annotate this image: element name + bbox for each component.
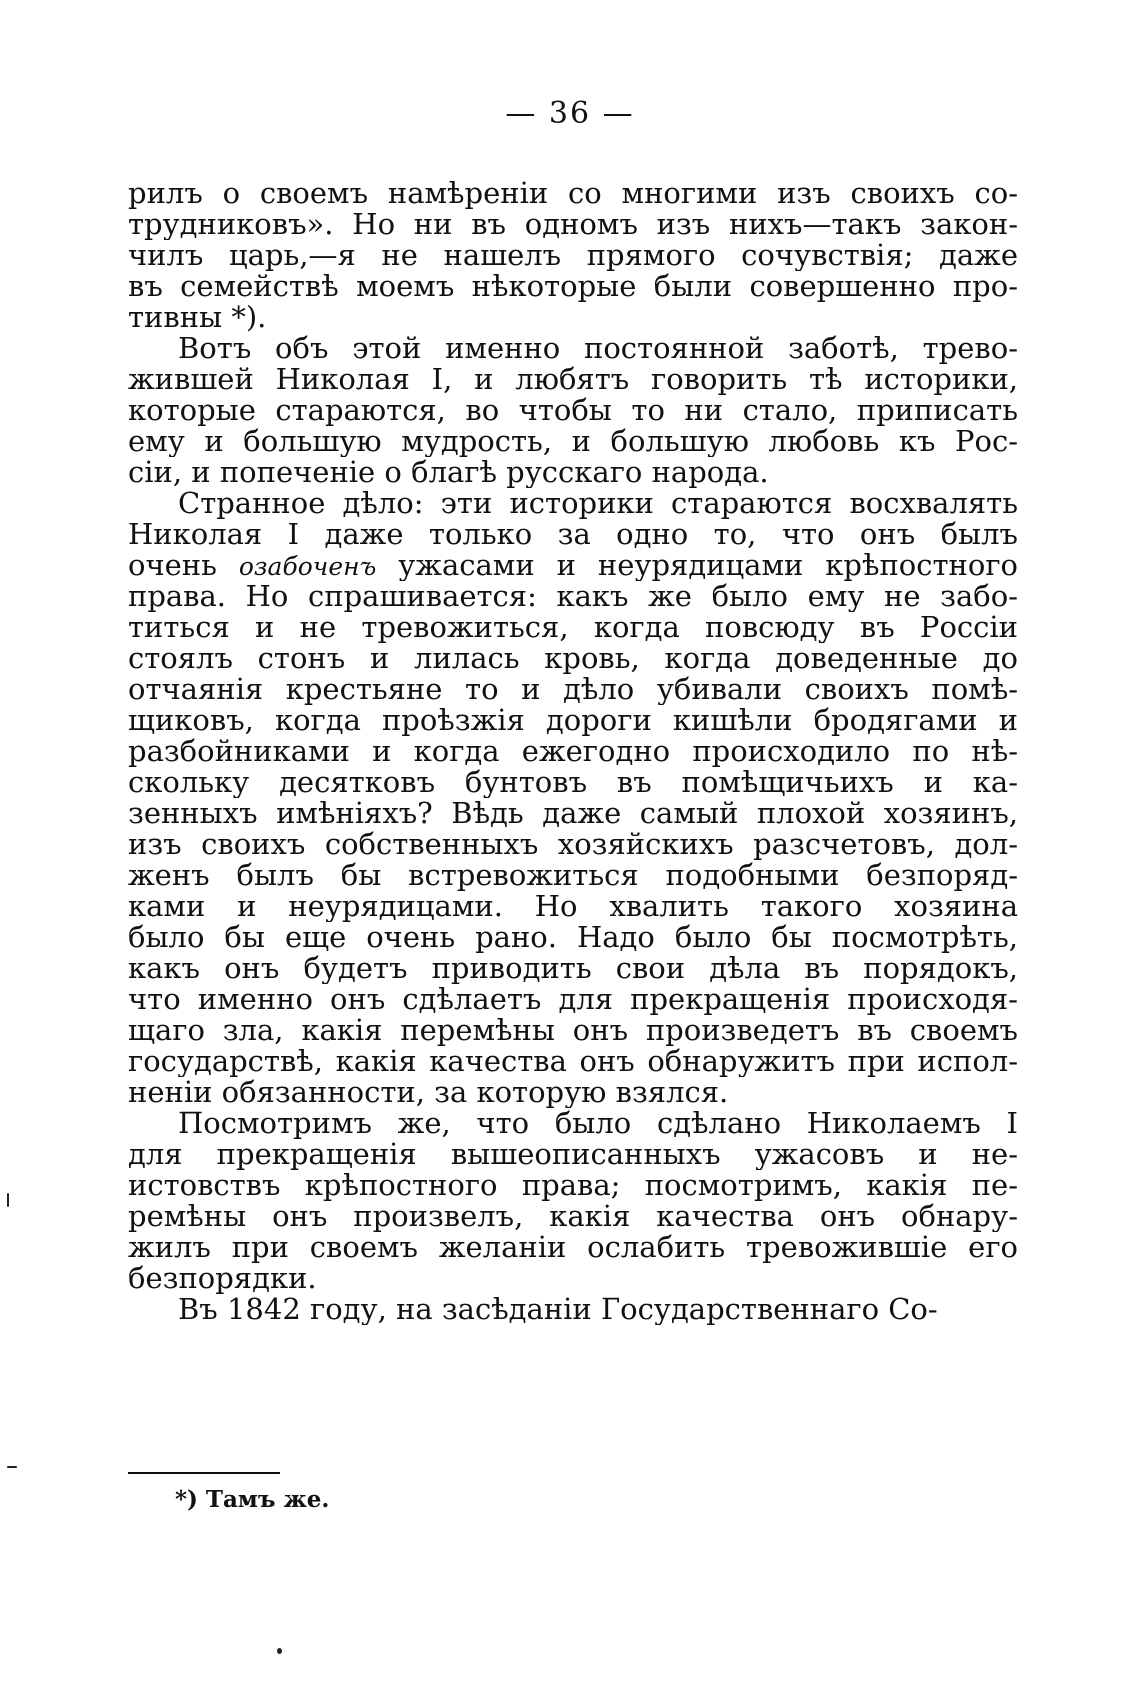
text-line: было бы еще очень рано. Надо было бы посмотрѣть, [128, 922, 1018, 953]
text-line: Въ 1842 году, на засѣданіи Государственнаго Со- [178, 1294, 938, 1325]
text-line: чилъ царь,—я не нашелъ прямого сочувствія; даже [128, 240, 1018, 271]
text-line: безпорядки. [128, 1263, 317, 1294]
text-line: что именно онъ сдѣлаетъ для прекращенія происходя- [128, 984, 1018, 1015]
body-text [128, 178, 1018, 1325]
scan-speck [7, 1466, 17, 1468]
text-line: тивны *). [128, 302, 267, 333]
text-line: стоялъ стонъ и лилась кровь, когда доведенные до [128, 643, 1018, 674]
text-line: ему и большую мудрость, и большую любовь къ Рос- [128, 426, 1018, 457]
scan-speck [7, 1193, 9, 1207]
footnote-rule [128, 1472, 280, 1474]
text-line: Николая I даже только за одно то, что онъ былъ [128, 519, 1018, 550]
text-line: жившей Николая I, и любятъ говорить тѣ историки, [128, 364, 1018, 395]
text-line: государствѣ, какія качества онъ обнаружитъ при испол- [128, 1046, 1018, 1077]
text-line: трудниковъ». Но ни въ одномъ изъ нихъ—такъ закон- [128, 209, 1018, 240]
text-line: отчаянія крестьяне то и дѣло убивали своихъ помѣ- [128, 674, 1018, 705]
text-line: истовствъ крѣпостного права; посмотримъ, какія пе- [128, 1170, 1018, 1201]
text-line: очень озабоченъ ужасами и неурядицами крѣпостного [128, 550, 1018, 581]
emphasized-word: озабоченъ [238, 552, 377, 581]
text-line: изъ своихъ собственныхъ хозяйскихъ разсчетовъ, дол- [128, 829, 1018, 860]
text-line: разбойниками и когда ежегодно происходило по нѣ- [128, 736, 1018, 767]
text-line: неніи обязанности, за которую взялся. [128, 1077, 729, 1108]
text-line: ками и неурядицами. Но хвалить такого хозяина [128, 891, 1018, 922]
page-number: — 36 — [505, 96, 635, 131]
text-line: въ семействѣ моемъ нѣкоторые были совершенно про- [128, 271, 1018, 302]
text-line: права. Но спрашивается: какъ же было ему не забо- [128, 581, 1018, 612]
text-line: сіи, и попеченіе о благѣ русскаго народа. [128, 457, 769, 488]
text-line: щаго зла, какія перемѣны онъ произведетъ въ своемъ [128, 1015, 1018, 1046]
text-line: Посмотримъ же, что было сдѣлано Николаемъ I [178, 1108, 1018, 1139]
text-line: рилъ о своемъ намѣреніи со многими изъ своихъ со- [128, 178, 1018, 209]
text-line: щиковъ, когда проѣзжія дороги кишѣли бродягами и [128, 705, 1018, 736]
text-line: для прекращенія вышеописанныхъ ужасовъ и не- [128, 1139, 1018, 1170]
text-line: титься и не тревожиться, когда повсюду въ Россіи [128, 612, 1018, 643]
text-line: зенныхъ имѣніяхъ? Вѣдь даже самый плохой хозяинъ, [128, 798, 1018, 829]
text-line: женъ былъ бы встревожиться подобными безпоряд- [128, 860, 1018, 891]
text-line: ремѣны онъ произвелъ, какія качества онъ обнару- [128, 1201, 1018, 1232]
text-line: Странное дѣло: эти историки стараются восхвалять [178, 488, 1018, 519]
text-line: скольку десятковъ бунтовъ въ помѣщичьихъ и ка- [128, 767, 1018, 798]
footnote: *) Тамъ же. [175, 1486, 330, 1513]
text-line: которые стараются, во чтобы то ни стало, приписать [128, 395, 1018, 426]
text-line: Вотъ объ этой именно постоянной заботѣ, трево- [178, 333, 1018, 364]
scan-speck [277, 1648, 282, 1654]
text-line: жилъ при своемъ желаніи ослабить тревожившіе его [128, 1232, 1018, 1263]
text-line: какъ онъ будетъ приводить свои дѣла въ порядокъ, [128, 953, 1018, 984]
